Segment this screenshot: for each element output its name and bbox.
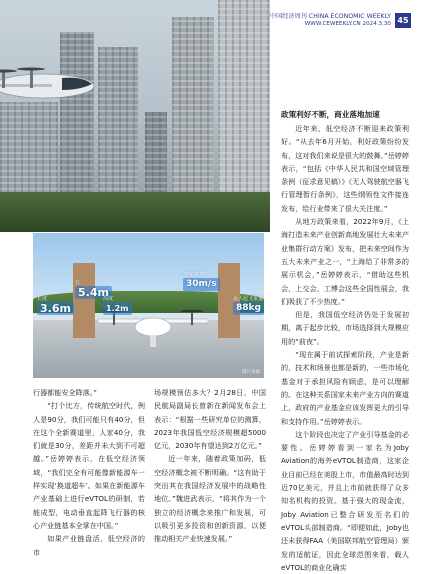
spec-value: 5.4m bbox=[75, 286, 112, 299]
paragraph: “现在属于前试探索阶段，产业是新的，技术和场景也都是新的，一些市场化基金对于承担风险有顾虑，是可以理解的。在这种关系国家未来产业方向的赛道上，政府的产业基金应该发挥更大的引导和支持作用。”岳婷婷表示。 bbox=[281, 350, 409, 426]
spec-key: 长 bbox=[75, 280, 81, 286]
paragraph: 近年来，低空经济不断迎来政策利好。“从去年6月开始，利好政策纷纷发布，这对我们来说是很大的鼓舞。”岳婷婷表示，“包括《中华人民共和国空域管理条例（征求意见稿）》《无人驾驶航空器飞行管理暂行条例》，这些纲领性文件接连发布，给行业带来了很大关注度。” bbox=[281, 124, 409, 213]
middle-column-text bbox=[154, 386, 266, 546]
evtol-spec-photo bbox=[33, 233, 264, 378]
spec-value: 3.6m bbox=[37, 302, 74, 315]
paragraph: 场规模预估多大？2月28日，中国民航局副局长曾新在新闻发布会上表示：“根据一些研究单位的测算，2023年我国低空经济规模超5000亿元，2030年有望达到2万亿元。” bbox=[154, 388, 266, 451]
spec-key: 高度 bbox=[103, 296, 114, 302]
website-date: WWW.CEWEEKLY.CN 2024.3.30 bbox=[304, 21, 391, 27]
spec-height bbox=[103, 295, 132, 315]
photo-credit: 图片来源 bbox=[242, 370, 260, 375]
paragraph: 近一年来，随着政策加码，低空经济概念被不断明确。“这有助于突出其在我国经济发展中的战略性地位。”魏进武表示，“将其作为一个独立的经济概念来推广和发展，可以吸引更多投资和创新资源，以便推动相关产业快速发展。” bbox=[154, 454, 266, 544]
masthead bbox=[270, 11, 391, 27]
paragraph: 但是，我国低空经济仍处于发展初期，离于起步比较，市场选择到大规模应用的“前夜”。 bbox=[281, 310, 409, 346]
city-evtol-photo bbox=[0, 0, 270, 232]
paragraph: “打个比方，传统航空时代，例人是90分，我们可能只有40分，但在这个全新赛道里，人家40分，我们就是30分，差距并未大到不可超越。”岳婷婷表示，在低空经济领域，“我们完全有可能像新能源车一样实现‘换道超车’。如果在新能源车产业基础上进行eVTOL的研制，若能成型，电动垂直起降飞行器的核心产业链基本全掌在中国。” bbox=[33, 401, 145, 530]
spec-speed bbox=[183, 271, 220, 291]
evtol-aircraft-icon bbox=[0, 60, 102, 104]
section-heading: 政策利好不断，商业落地加速 bbox=[281, 110, 380, 119]
spec-value: 30m/s bbox=[183, 278, 220, 291]
spec-key: 长度 bbox=[37, 296, 48, 302]
left-column-text bbox=[33, 386, 145, 559]
paragraph: 从地方政策来看，2022年9月，《上海打造未来产业创新高地发展壮大未来产业集群行动方案》发布，把未来空间作为五大未来产业之一，“上海给了非常多的展示机会，”岳婷婷表示，“借助这些机会，上交会、工博会这些全国性展会，我们吸获了不少热度。” bbox=[281, 217, 409, 306]
paragraph: 行器都能安全降落。” bbox=[33, 388, 97, 397]
spec-value: 88kg bbox=[233, 302, 264, 315]
publication-name: 中国经济周刊 CHINA ECONOMIC WEEKLY bbox=[269, 13, 391, 20]
spec-length bbox=[37, 295, 74, 315]
spec-key: 最大起飞重量 bbox=[233, 296, 264, 302]
spec-value: 1.2m bbox=[103, 302, 132, 315]
right-column-text bbox=[281, 109, 409, 574]
spec-key: 速度 航时 bbox=[183, 272, 205, 278]
spec-max-weight bbox=[233, 295, 264, 315]
paragraph: 如果产业链盘活，低空经济的市 bbox=[33, 534, 145, 557]
paragraph: 这个阶段也决定了产业引导基金的必要性。岳婷婷看到一家名为Joby Aviation的海外eVTOL制造商，这家企业目前已经在美股上市，市值最高时达到近70亿美元，并且上市前就获得了众多知名机构的投资。基于强大的现金流，Joby Aviation已整合研发至名们的eVTOL头部制造商。“即便如此，Joby也还未获得FAA（美国联邦航空管理局）颁发的适航证，因此全球范围来看，载人eVTOL的商业化确实 bbox=[281, 429, 409, 572]
trees bbox=[0, 192, 270, 232]
pillar bbox=[73, 263, 95, 338]
page-number: 45 bbox=[395, 13, 411, 28]
